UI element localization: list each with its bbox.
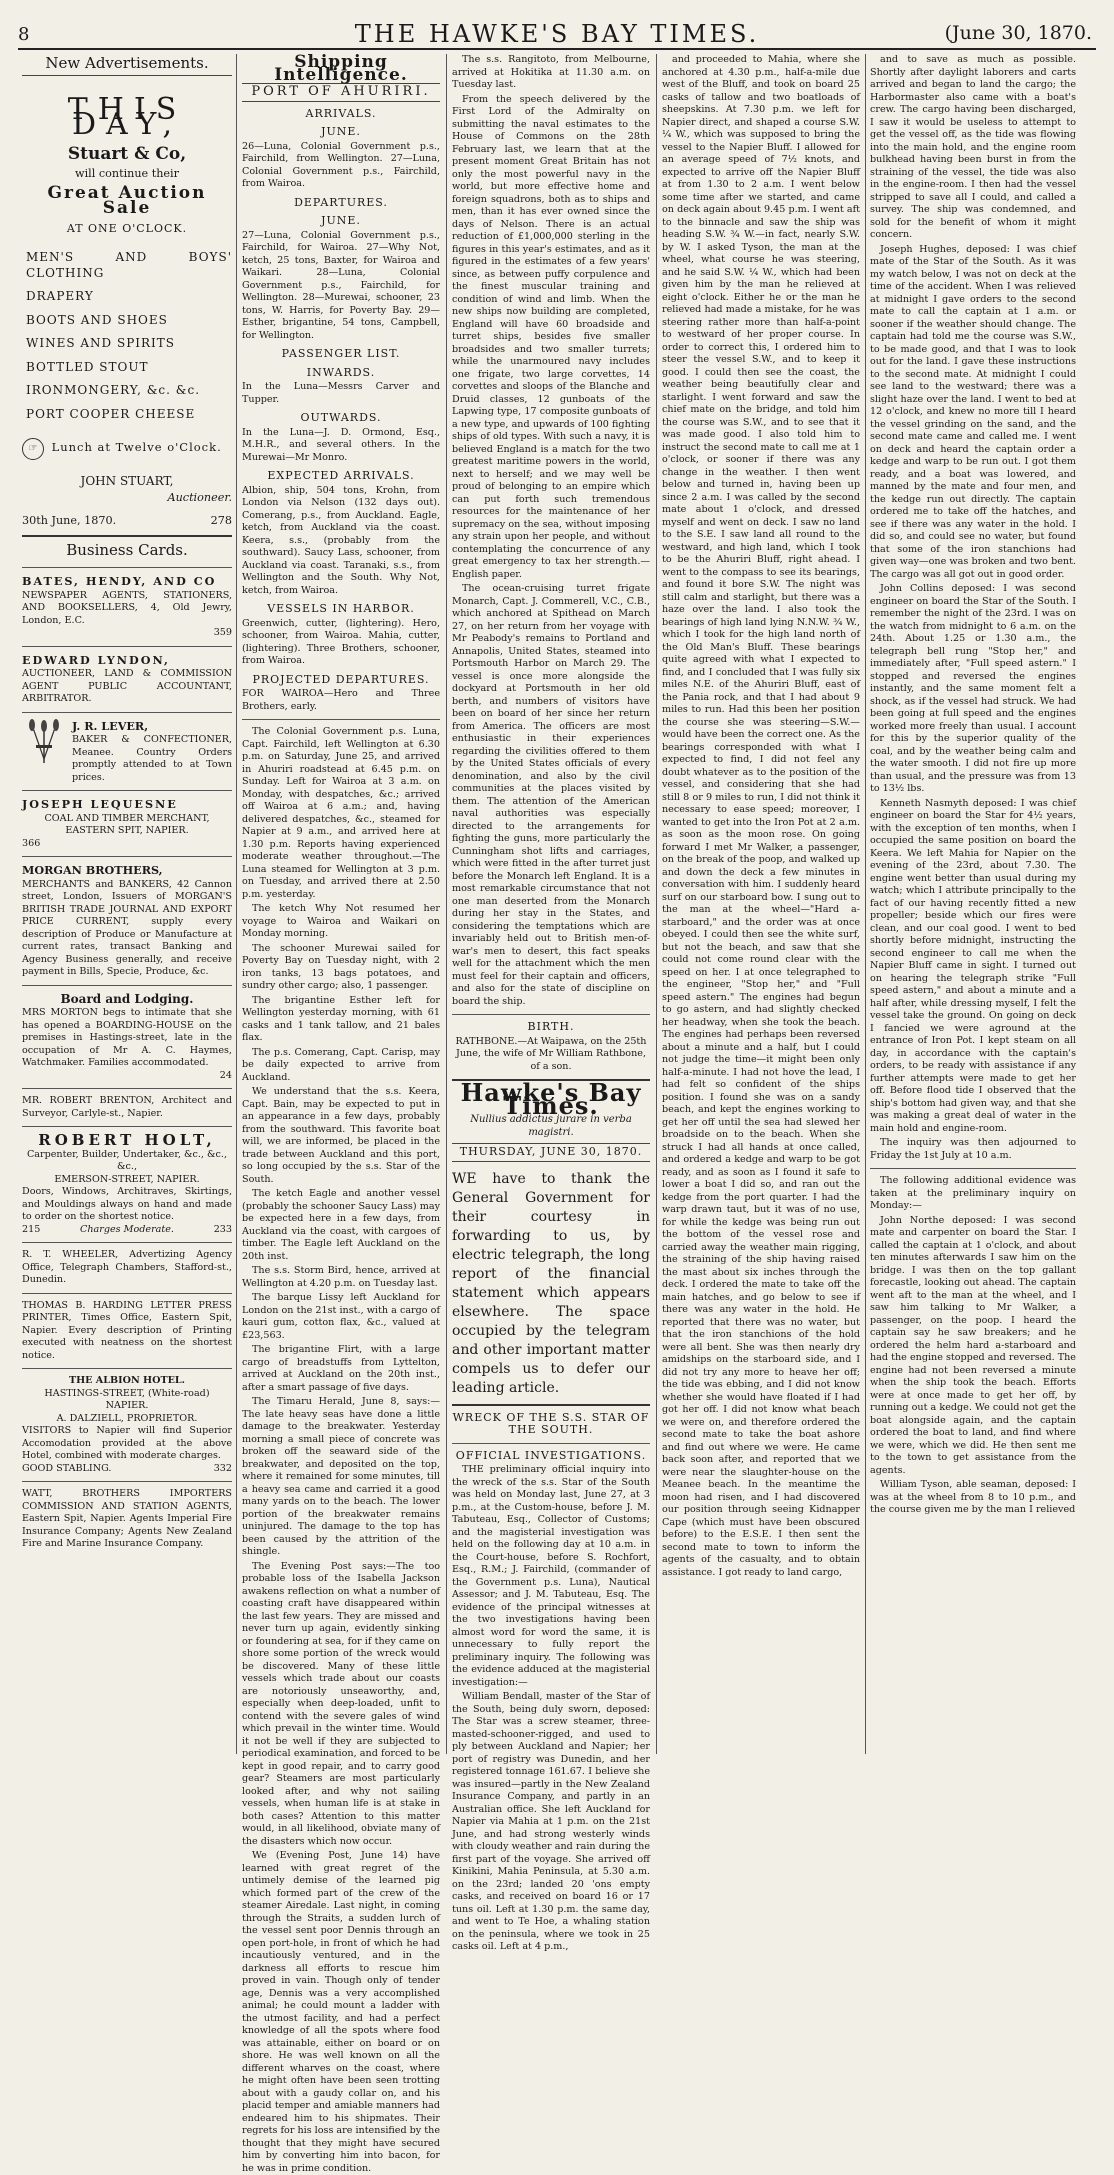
card-body: NEWSPAPER AGENTS, STATIONERS, AND BOOKSELLERS, 4, Old Jewry, London, E.C.	[22, 589, 232, 626]
brenton-card: MR. ROBERT BRENTON, Architect and Surveyor, Carlyle-st., Napier.	[22, 1095, 232, 1119]
sale-item: BOTTLED STOUT	[26, 359, 149, 374]
arrivals-month: JUNE.	[321, 125, 361, 138]
watt-card: WATT, BROTHERS IMPORTERS COMMISSION AND STATION AGENTS, Eastern Spit, Napier. Agents Imperial Fire Insurance Company; Agents New Zealand Fire and Marine Insurance Company.	[22, 1488, 232, 1549]
shipping-paragraph: We (Evening Post, June 14) have learned with great regret of the untimely demise of the learned pig which formed part of the crew of the steamer Airedale. Last night, in coming through the Straits, a sudden lurch of the vessel sent poor Dennis through an open port-hole, in front of which he had incautiously ventured, and in the darkness all efforts to rescue him proved in vain. Though only of tender age, Dennis was a very accomplished animal; he could mount a ladder with the utmost facility, and had a perfect knowledge of all the spots where food was attainable, either on board or on shore. He was well known on all the different wharves on the coast, where he might often have been seen trotting about with a gaudy collar on, and his placid temper and amiable manners had endeared him to his shipmates. Their regrets for his loss are intensified by the thought that they might have secured him by converting him into bacon, for he was in prime condition.	[242, 1850, 440, 2174]
divider	[22, 535, 232, 537]
newspaper-motto: Nullius addictus jurare in verba magistri.	[470, 1114, 632, 1138]
divider	[22, 1293, 232, 1294]
column-shipping	[242, 52, 440, 2174]
arrivals-heading: ARRIVALS.	[305, 106, 377, 120]
auctioneer-name: JOHN STUART,	[80, 474, 174, 488]
section-heading-business-cards: Business Cards.	[66, 540, 188, 559]
news-paragraph: From the speech delivered by the First Lord of the Admiralty on submitting the naval estimates to the House of Commons on the 28th February last, we learn that at the present moment Great Britain has not only the most powerful navy in the world, but more effective home and foreign squadrons, both as to ships and men, than it has ever owned since the days of Nelson. There is an actual reduction of £1,000,000 sterling in the figures in this year's estimates, and as it figured in the estimates of a few years' since, as between puffy corpulence and the finest muscular training and condition of wind and limb. When the new ships now building are completed, England will have 60 broadside and turret ships, besides five smaller broadsides and two smaller turrets; while the unarmoured navy includes one frigate, two large corvettes, 14 corvettes and sloops of the Blanche and Druid classes, 12 gunboats of the Lapwing type, 17 composite gunboats of a new type, and upwards of 100 fighting ships of old types. With such a navy, it is believed England is a match for the two greatest maritime powers in the world, next to herself; and we may well be proud of belonging to an empire which can put forth such tremendous resources for the maintenance of her supremacy on the sea, without imposing any strain upon her people, and without contemplating the concurrence of any great emergency to tax her strength.—English paper.	[452, 93, 650, 580]
business-card	[22, 653, 232, 706]
shipping-paragraph: The ketch Why Not resumed her voyage to Wairoa and Waikari on Monday morning.	[242, 903, 440, 939]
will-continue: will continue their	[75, 167, 179, 180]
column-wreck-evidence	[662, 54, 860, 1754]
passenger-heading: PASSENGER LIST.	[281, 347, 401, 360]
column-advertisements	[22, 54, 232, 1754]
card-head: BATES, HENDY, AND CO	[22, 574, 217, 588]
shipping-paragraph: The brigantine Flirt, with a large cargo of breadstuffs from Lyttelton, arrived at Auckland on the 20th inst., after a smart passage of five days.	[242, 1344, 440, 1393]
holt-footer	[22, 1224, 232, 1237]
this-day-heading: THIS DAY,	[67, 91, 187, 142]
card-head: J. R. LEVER,	[72, 718, 149, 733]
evidence-paragraph: and proceeded to Mahia, where she anchored at 4.30 p.m., half-a-mile due west of the Bluff, and took on board 25 casks of tallow and two boatloads of sheepskins. At 7.30 p.m. we left for Napier direct, and shaped a course S.W. ¼ W., which was supposed to bring the vessel to the Napier Bluff. I allowed for an average speed of 7½ knots, and expected to arrive off the Napier Bluff at from 1.30 to 2 a.m. I went below some time after we started, and came on deck again about 9.45 p.m. I went aft to the binnacle and saw the ship was heading S.W. ¾ W.—in fact, nearly S.W. by W. I asked Tyson, the man at the wheel, what course he was steering, and he said S.W. ¼ W., which had been given him by the man he relieved at eight o'clock. Either he or the man he relieved had made a mistake, for he was steering rather more than half-a-point to westward of her proper course. In order to correct this, I ordered him to steer the vessel S.W., and to keep it good. I could then see the coast, the weather being beautifully clear and starlight. I went forward and saw the chief mate on the bridge, and told him the course was S.W., and to see that it was made good. I also told him to instruct the second mate to call me at 1 o'clock, or sooner if there was any change in the weather. I then went below and turned in, having been up since 2 a.m. I was called by the second mate about 1 o'clock, and dressed myself and went on deck. I saw no land to the S.E. I saw land all round to the westward, and high land, which I took to be the Ahuriri Bluff, right ahead. I went to the compass to see its bearings, and found it bore S.W. The night was still calm and starlight, but there was a haze over the land. I also took the bearings of high land lying N.N.W. ¾ W., which I took for the high land north of the Old Man's Bluff. These bearings quite agreed with what I expected to find, and I concluded that I was fully six miles N.E. of the Ahuriri Bluff, east of the Pania rock, and that I had about 9 miles to run. Had this been her position the course she was steering—S.W.—would have been the correct one. As the bearings corresponded with what I expected to find, I did not feel any doubt whatever as to the position of the vessel, and considering that she had still 8 or 9 miles to run, I did not think it necessary to ease speed; moreover, I wanted to get into the Iron Pot at 2 a.m. as soon as the moon rose. On going forward I met Mr Walker, a passenger, on the break of the poop, and walked up and down the deck a few minutes in conversation with him. I suddenly heard surf on our starboard bow. I sung out to the man at the wheel—"Hard a-starboard," and the order was at once obeyed. I could then see the white surf, but not the beach, and saw that she could not come round clear with the speed on her. I at once telegraphed to the engineer, "Stop her," and "Full speed astern." The engines had begun to go astern, and had slightly checked her headway, when she took the beach. The engines had perhaps been reversed about a minute and a half, but I could not judge the time—it might been only half-a-minute. I had not hove the lead, I had felt so confident of the ships position. I found she was on a sandy beach, and kept the engines working to get her off until the sea had slewed her broadside on to the beach. When she struck I had all hands at once called, and ordered a kedge and warp to be got ready, and as soon as I found it safe to lower a boat I did so, and ran out the kedge from the port quarter. I had the warp drawn taut, but it was of no use, for while the kedge was being run out the bottom of the vessel rose and carried away the weather main rigging, the straining of the ship having raised the mast about six inches through the deck. I ordered the mate to take off the main hatches, and go below to see if there was any water in the hold. He reported that there was no water, but that the iron stanchions of the hold were all bent. She was then nearly dry amidships on the starboard side, and I did not try any more to heave her off; the tide was ebbing, and I did not know whether she would have floated if I had got her off. I did not know what beach we were on, and therefore ordered the second mate to take the boat ashore and find out where we were. He came back soon after, and reported that we were near the slaughter-house on the Meanee beach. In the meantime the moon had risen, and I had discovered our position through seeing Kidnapper Cape (which must have been obscured before) to the E.S.E. I then sent the second mate to town to inform the agents of the casualty, and to obtain assistance. I got ready to land cargo,	[662, 54, 860, 1578]
divider	[452, 1014, 650, 1015]
editorial-lead: WE have to thank the General Government for their courtesy in forwarding to us, by electric telegraph, the long report of the financial statement which appears elsewhere. The space occupied by the telegram and other important matter compels us to defer our leading article.	[452, 1170, 650, 1396]
great-sale: Great Auction Sale	[47, 182, 207, 218]
albion-number: 332	[213, 1462, 232, 1474]
sale-time: AT ONE O'CLOCK.	[66, 221, 188, 235]
albion-footer	[22, 1463, 232, 1476]
inwards-heading: INWARDS.	[306, 365, 376, 379]
shipping-paragraph: The p.s. Comerang, Capt. Carisp, may be daily expected to arrive from Auckland.	[242, 1046, 440, 1083]
shipping-paragraph: The barque Lissy left Auckland for London on the 21st inst., with a cargo of kauri gum, cotton flax, &c., valued at £23,563.	[242, 1292, 440, 1341]
evidence-paragraph: The following additional evidence was taken at the preliminary inquiry on Monday:—	[870, 1175, 1076, 1211]
divider	[22, 1126, 232, 1127]
shipping-paragraph: We understand that the s.s. Keera, Capt. Bain, may be expected to put in an appearance in a few days, probably from the southward. This favorite boat will, we are informed, be placed in the trade between Auckland and this port, so long occupied by the s.s. Star of the South.	[242, 1086, 440, 1185]
business-card	[22, 797, 232, 850]
shipping-paragraph: The s.s. Storm Bird, hence, arrived at Wellington at 4.20 p.m. on Tuesday last.	[242, 1265, 440, 1289]
section-heading-new-ads: New Advertisements.	[22, 56, 232, 76]
albion-text: VISITORS to Napier will find Superior Accomodation provided at the above Hotel, combined with moderate charges.	[22, 1425, 232, 1461]
newspaper-title: THE HAWKE'S BAY TIMES.	[354, 20, 760, 48]
divider	[452, 1404, 650, 1406]
outwards-heading: OUTWARDS.	[300, 411, 382, 424]
divider	[22, 1088, 232, 1089]
board-text: MRS MORTON begs to intimate that she has opened a BOARDING-HOUSE on the premises in Hastings-street, late in the occupation of Mr A. C. Haymes, Watchmaker. Families accommodated.	[22, 1007, 232, 1068]
birth-notice: RATHBONE.—At Waipawa, on the 25th June, the wife of Mr William Rathbone, of a son.	[455, 1035, 647, 1072]
column-wreck-evidence-cont	[870, 54, 1076, 1754]
card-body: COAL AND TIMBER MERCHANT, EASTERN SPIT, NAPIER.	[44, 812, 210, 836]
sale-item: PORT COOPER CHEESE	[26, 406, 196, 421]
shipping-heading: Shipping Intelligence.	[274, 52, 408, 85]
sale-item: MEN'S AND BOYS' CLOTHING	[26, 250, 232, 280]
shipping-paragraph: The brigantine Esther left for Wellington yesterday morning, with 61 casks and 1 tank tallow, and 21 bales flax.	[242, 994, 440, 1043]
holt-charges: Charges Moderate.	[80, 1223, 174, 1235]
arrivals-text: 26—Luna, Colonial Government p.s., Fairchild, from Wellington. 27—Luna, Colonial Government p.s., Fairchild, from Wairoa.	[242, 140, 440, 189]
holt-number: 215	[22, 1223, 41, 1235]
wheeler-card: R. T. WHEELER, Advertizing Agency Office, Telegraph Chambers, Stafford-st., Dunedin.	[22, 1249, 232, 1285]
divider	[22, 712, 232, 713]
evidence-paragraph: The inquiry was then adjourned to Friday the 1st July at 10 a.m.	[870, 1137, 1076, 1161]
ad-footer	[22, 513, 232, 529]
albion-proprietor: A. DALZIELL, PROPRIETOR.	[56, 1412, 198, 1424]
wreck-heading: WRECK OF THE S.S. STAR OF THE SOUTH.	[452, 1410, 650, 1436]
expected-text: Albion, ship, 504 tons, Krohn, from London via Nelson (132 days out). Comerang, p.s., from Auckland. Eagle, ketch, from Auckland via the coast. Keera, s.s., (probably from the southward). Saucy Lass, schooner, from Auckland via coast. Taranaki, s.s., from Wellington and the South. Why Not, ketch, from Wairoa.	[242, 484, 440, 596]
wreck-paragraph: THE preliminary official inquiry into the wreck of the s.s. Star of the South was held on Monday last, June 27, at 3 p.m., at the Custom-house, before J. M. Tabuteau, Esq., Collector of Customs; and the magisterial investigation was held on the following day at 10 a.m. in the Court-house, before S. Rochfort, Esq., R.M.; J. Fairchild, (commander of the Government p.s. Luna), Nautical Assessor; and J. M. Tabuteau, Esq. The evidence of the principal witnesses at the two investigations having been almost word for word the same, it is unnecessary to fully report the preliminary inquiry. The following was the evidence adduced at the magisterial investigation:—	[452, 1464, 650, 1688]
card-head: JOSEPH LEQUESNE	[22, 797, 178, 811]
masthead	[18, 18, 1096, 50]
ad-date: 30th June, 1870.	[22, 514, 117, 527]
holt-name: ROBERT HOLT,	[38, 1131, 216, 1149]
shipping-paragraph: The Evening Post says:—The too probable loss of the Isabella Jackson awakens reflection on what a number of coasting craft have disappeared within the last few years. They are missed and never turn up again, evidently sinking or foundering at sea, for if they came on shore some portion of the wreck would be discovered. Many of these little vessels which trade about our coasts are notoriously unseaworthy, and, especially when deep-loaded, unfit to contend with the severe gales of wind which prevail in the winter time. Would it not be well if they are subjected to periodical examination, and forced to be kept in good repair, and to carry good gear? Steamers are most particularly looked after, and why not sailing vessels, when human life is at stake in both cases? Attention to this matter would, in all likelihood, obviate many of the disasters which now occur.	[242, 1560, 440, 1847]
evidence-paragraph: Kenneth Nasmyth deposed: I was chief engineer on board the Star for 4½ years, with the exception of ten months, when I occupied the same position on board the Keera. We left Mahia for Napier on the evening of the 23rd, about 7.30. The engine went better than usual during my watch; which I attribute principally to the fact of our having recently fitted a new propeller; beside which our fires were clean, and our coal good. I went to bed shortly before midnight, instructing the second engineer to call me when the Napier Bluff came in sight. I turned out on hearing the telegraph strike "Full speed astern," and about a minute and a half after, while dressing myself, I felt the vessel take the ground. On going on deck I fancied we were aground at the entrance of Iron Pot. I kept steam on all day, in accordance with the captain's orders, to be ready with assistance if any further attempts were made to get her off. Before flood tide I observed that the ship's bottom had given way, and that she was making a great deal of water in the main hold and engine-room.	[870, 797, 1076, 1134]
albion-stabling: GOOD STABLING.	[22, 1462, 112, 1474]
lever-card	[22, 719, 232, 785]
firm-name: Stuart & Co,	[67, 143, 187, 164]
albion-address: HASTINGS-STREET, (White-road) NAPIER.	[44, 1387, 210, 1411]
column-rule	[446, 54, 447, 1754]
ad-number: 278	[210, 514, 232, 527]
business-card	[22, 719, 232, 785]
shipping-paragraph: The Colonial Government p.s. Luna, Capt. Fairchild, left Wellington at 6.30 p.m. on Saturday, June 25, and arrived in Ahuriri roadstead at 6.45 p.m. on Sunday. Left for Wairoa at 3 a.m. on Monday, with despatches, &c.; arrived off Wairoa at 6 a.m.; and, having delivered despatches, &c., steamed for Napier at 9 a.m., and arrived here at 1.30 p.m. Reports having experienced moderate weather throughout.—The Luna steamed for Wellington at 3 p.m. on Tuesday, and arrived there at 2.50 p.m. yesterday.	[242, 726, 440, 900]
shipping-paragraph: The ketch Eagle and another vessel (probably the schooner Saucy Lass) may be expected here in a few days, from Auckland via the coast, with cargoes of timber. The Eagle left Auckland on the 20th inst.	[242, 1188, 440, 1262]
departures-text: 27—Luna, Colonial Government p.s., Fairchild, for Wairoa. 27—Why Not, ketch, 25 tons, Baxter, for Wairoa and Waikari. 28—Luna, Colonial Government p.s., Fairchild, for Wellington. 28—Murewai, schooner, 23 tons, W. Harris, for Poverty Bay. 29—Esther, brigantine, 54 tons, Campbell, for Wellington.	[242, 229, 440, 341]
board-number: 24	[219, 1069, 232, 1081]
evidence-paragraph: and to save as much as possible. Shortly after daylight laborers and carts arrived and began to land the cargo; the Harbormaster also came with a boat's crew. The cargo having been discharged, I saw it would be useless to attempt to get the vessel off, as the tide was flowing into the main hold, and the engine room bulkhead having been burst in from the straining of the vessel, the tide was also in the engine-room. I then had the vessel stripped to save all I could, and called a survey. The ship was condemned, and sold for the benefit of whom it might concern.	[870, 54, 1076, 240]
news-paragraph: The s.s. Rangitoto, from Melbourne, arrived at Hokitika at 11.30 a.m. on Tuesday last.	[452, 54, 650, 90]
holt-note: Doors, Windows, Architraves, Skirtings, and Mouldings always on hand and made to order on the shortest notice.	[22, 1186, 232, 1222]
column-rule	[656, 54, 657, 1754]
pointing-hand-icon: ☞	[22, 438, 44, 460]
shipping-paragraph: The schooner Murewai sailed for Poverty Bay on Tuesday night, with 2 iron tanks, 13 bags potatoes, and sundry other cargo; also, 1 passenger.	[242, 942, 440, 991]
divider	[452, 1443, 650, 1444]
divider	[22, 567, 232, 568]
wreck-paragraph: William Bendall, master of the Star of the South, being duly sworn, deposed: The Star was a screw steamer, three-masted-schooner-rigged, and used to ply between Auckland and Napier; her port of registry was Dunedin, and her registered tonnage 161.67. I believe she was insured—partly in the New Zealand Insurance Company, and partly in an Australian office. She left Auckland for Napier via Mahia at 1 p.m. on the 21st June, and had strong westerly winds with cloudy weather and rain during the first part of the voyage. She arrived off Kinikini, Mahia Peninsula, at 5.30 a.m. on the 23rd; landed 20 'ons empty casks, and received on board 16 or 17 tuns oil. Left at 1.30 p.m. the same day, and went to Te Hoe, a whaling station on the peninsula, where we took in 25 casks oil. Left at 4 p.m.,	[452, 1691, 650, 1952]
sale-item: DRAPERY	[26, 289, 94, 303]
column-rule	[865, 54, 866, 1754]
card-head: EDWARD LYNDON,	[22, 652, 170, 667]
departures-month: JUNE.	[321, 214, 361, 227]
lunch-line	[22, 438, 232, 460]
editorial-dateline: THURSDAY, JUNE 30, 1870.	[452, 1143, 650, 1162]
evidence-paragraph: Joseph Hughes, deposed: I was chief mate of the Star of the South. As it was my watch below, I was not on deck at the time of the accident. When I was relieved at midnight I gave orders to the second mate to call the captain at 1 a.m. or sooner if the weather should change. The captain had told me the course was S.W., to be made good, and that I was to look out for the land. I gave these instructions to the second mate. At midnight I could see land to the westward; there was a slight haze over the land. I went to bed at 12 o'clock, and knew no more till I heard the vessel grinding on the sand, and the second mate came and called me. I went on deck and heard the captain order a kedge and warp to be run out. I got them ready, and a boat was lowered, and manned by the mate and four men, and the kedge run out directly. The captain ordered me to take off the hatches, and see if there was any water in the hold. I did so, and could see no water, but found that some of the iron stanchions had given way—one was broken and two bent. The cargo was all got out in good order.	[870, 243, 1076, 580]
card-number: 359	[213, 627, 232, 638]
divider	[22, 1242, 232, 1243]
column-news	[452, 54, 650, 1952]
inwards-text: In the Luna—Messrs Carver and Tupper.	[242, 381, 440, 405]
harding-card: THOMAS B. HARDING LETTER PRESS PRINTER, Times Office, Eastern Spit, Napier. Every description of Printing executed with neatness on the shortest notice.	[22, 1299, 232, 1361]
business-card	[22, 863, 232, 979]
divider	[22, 1481, 232, 1482]
port-heading: PORT OF AHURIRI.	[242, 83, 440, 102]
official-heading: OFFICIAL INVESTIGATIONS.	[455, 1448, 647, 1462]
sale-items	[22, 250, 232, 422]
business-card	[22, 574, 232, 640]
card-body: MERCHANTS and BANKERS, 42 Cannon street, London, Issuers of MORGAN'S BRITISH TRADE JOURNAL AND EXPORT PRICE CURRENT, supply every description of Produce or Manufacture at current rates, transact Banking and Agency Business generally, and receive payment in Bills, Specie, Produce, &c.	[22, 878, 232, 977]
card-head: MORGAN BROTHERS,	[22, 863, 163, 877]
vessels-text: Greenwich, cutter, (lightering). Hero, schooner, from Wairoa. Mahia, cutter, (lightering). Three Brothers, schooner, from Wairoa.	[242, 617, 440, 666]
sale-item: BOOTS AND SHOES	[26, 312, 168, 327]
card-body: AUCTIONEER, LAND & COMMISSION AGENT PUBLIC ACCOUNTANT, ARBITRATOR.	[22, 668, 232, 704]
news-paragraph: The ocean-cruising turret frigate Monarch, Capt. J. Commerell, V.C., C.B., which anchored at Spithead on March 27, on her return from her voyage with Mr Peabody's remains to Portland and Annapolis, United States, steamed into Portsmouth Harbor on March 29. The vessel is once more alongside the dockyard at Portsmouth in her old berth, and numbers of visitors have been on board of her since her return from America. The officers are most enthusiastic in their experiences regarding the civilities offered to them by the United States officials of every denomination, and also by the civil communities at the places visited by them. The attention of the American naval authorities was especially directed to the arrangements for fighting the guns, more particularly the Cunningham shot lifts and carriages, which were fitted in the after turret just before the Monarch left England. It is a most remarkable circumstance that not one man deserted from the Monarch during her stay in the States, and considering the temptations which are invariably held out to British men-of-war's men to desert, this fact speaks well for the attachment which the men must feel for their captain and officers, and also for the state of discipline on board the ship.	[452, 583, 650, 1007]
board-heading: Board and Lodging.	[60, 991, 194, 1006]
card-number: 366	[22, 837, 41, 849]
wheat-sheaf-icon	[22, 719, 66, 765]
lunch-text: Lunch at Twelve o'Clock.	[51, 440, 222, 454]
sale-item: WINES AND SPIRITS	[26, 336, 176, 350]
evidence-paragraph: John Northe deposed: I was second mate and carpenter on board the Star. I called the captain at 1 o'clock, and about ten minutes afterwards I saw him on the bridge. I was then on the top gallant forecastle, looking out ahead. The captain went aft to the man at the wheel, and I saw him talking to Mr Walker, a passenger, on the poop. I heard the captain say he saw breakers; and he ordered the helm hard a-starboard and had the engine stopped and reversed. The engine had not been reversed a minute when the ship took the beach. Efforts were at once made to get her off, by running out a kedge. We could not get the boat alongside again, and the captain ordered the boat to land, and find where we were, which we did. He then sent me to the town to get assistance from the agents.	[870, 1214, 1076, 1476]
albion-heading: THE ALBION HOTEL.	[68, 1375, 186, 1386]
issue-date: (June 30, 1870.	[944, 22, 1092, 44]
page-number: 8	[18, 24, 30, 45]
divider	[22, 985, 232, 986]
card-body: BAKER & CONFECTIONER, Meanee. Country Orders promptly attended to at Town prices.	[72, 734, 232, 783]
newspaper-flag: Hawke's Bay Times.	[460, 1078, 642, 1120]
divider	[22, 790, 232, 791]
shipping-paragraph: The Timaru Herald, June 8, says:—The late heavy seas have done a little damage to the breakwater. Yesterday morning a small piece of concrete was broken off the seaward side of the breakwater, and deposited on the top, where it remained for some minutes, till a heavy sea came and carried it a good many yards on to the beach. The lower portion of the breakwater remains uninjured. The damage to the top has been caused by the attrition of the shingle.	[242, 1396, 440, 1557]
departures-heading: DEPARTURES.	[294, 195, 388, 209]
projected-text: FOR WAIROA—Hero and Three Brothers, early.	[242, 688, 440, 712]
divider	[870, 1168, 1076, 1169]
vessels-heading: VESSELS IN HARBOR.	[267, 602, 415, 615]
divider	[22, 1368, 232, 1369]
evidence-paragraph: John Collins deposed: I was second engineer on board the Star of the South. I remember the night of the 23rd. I was on the watch from midnight to 6 a.m. on the 24th. About 1.25 or 1.30 a.m., the telegraph bell rung "Stop her," and immediately after, "Full speed astern." I stopped and reversed the engines instantly, and the same moment felt a shock, as if the vessel had struck. We had been going at full speed and the engines worked more freely than usual. I account for this by the superior quality of the coal, and by the weather being calm and the water smooth. I did not fire up more than usual, and the pressure was from 13 to 13½ lbs.	[870, 583, 1076, 794]
evidence-paragraph: William Tyson, able seaman, deposed: I was at the wheel from 8 to 10 p.m., and the course given me by the man I relieved	[870, 1479, 1076, 1515]
outwards-text: In the Luna—J. D. Ormond, Esq., M.H.R., and several others. In the Murewai—Mr Monro.	[242, 426, 440, 463]
holt-street: EMERSON-STREET, NAPIER.	[54, 1173, 200, 1185]
sale-item: IRONMONGERY, &c. &c.	[26, 383, 201, 397]
expected-heading: EXPECTED ARRIVALS.	[267, 469, 415, 482]
divider	[22, 646, 232, 647]
auctioneer-role: Auctioneer.	[167, 490, 232, 504]
holt-trade: Carpenter, Builder, Undertaker, &c., &c., &c.,	[26, 1148, 228, 1172]
column-rule	[236, 54, 237, 1754]
birth-heading: BIRTH.	[527, 1020, 575, 1033]
projected-heading: PROJECTED DEPARTURES.	[252, 672, 430, 686]
divider	[242, 719, 440, 720]
holt-number: 233	[213, 1223, 232, 1235]
divider	[22, 856, 232, 857]
